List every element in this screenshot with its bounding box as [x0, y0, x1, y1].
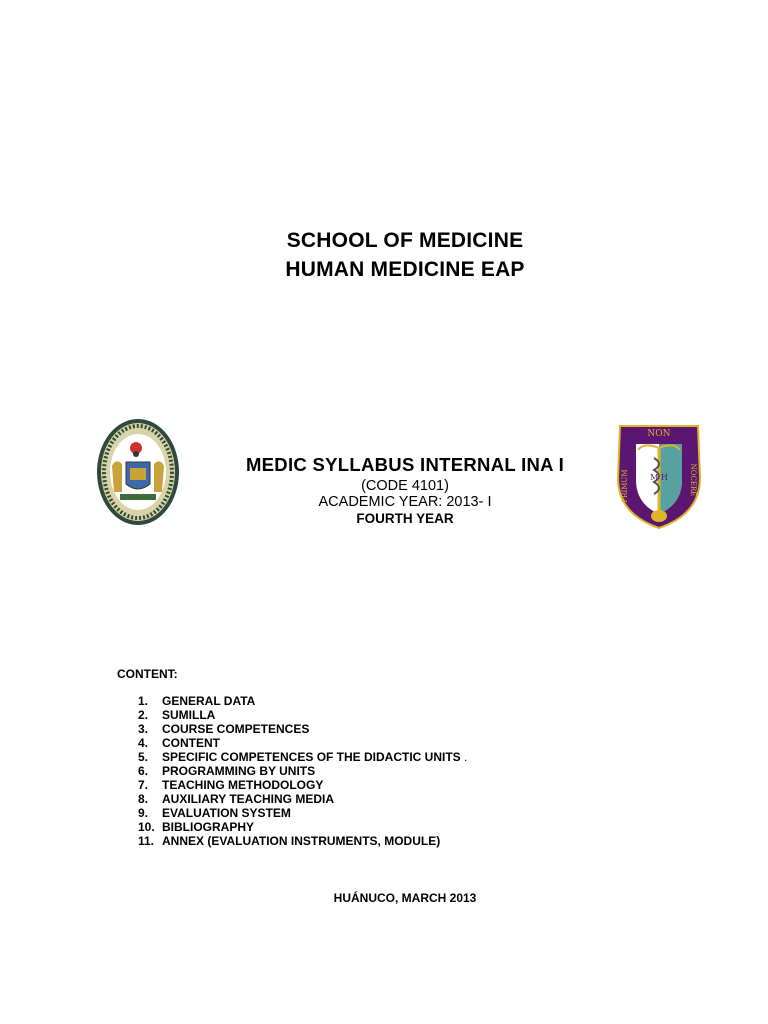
list-item [138, 778, 467, 792]
list-item-label: PROGRAMMING BY UNITS [162, 764, 316, 778]
academic-year: ACADEMIC YEAR: 2013- I [318, 494, 492, 510]
list-item-label: SUMILLA [162, 708, 216, 722]
school-title-line-1: SCHOOL OF MEDICINE [286, 229, 524, 252]
list-item-number: 4. [138, 736, 149, 750]
crest-motto-right: NOCERE [689, 463, 697, 497]
crest-motto-top: NON [647, 429, 671, 439]
list-item-number: 5. [138, 750, 149, 764]
faculty-crest-logo [614, 418, 704, 530]
list-item [138, 722, 467, 736]
list-item-number: 1. [138, 694, 149, 708]
list-item-label: AUXILIARY TEACHING MEDIA [162, 792, 335, 806]
list-item-number: 3. [138, 722, 149, 736]
list-item-number: 8. [138, 792, 149, 806]
list-item-number: 7. [138, 778, 149, 792]
list-item [138, 820, 467, 834]
list-item [138, 806, 467, 820]
list-item [138, 834, 467, 848]
course-code: (CODE 4101) [361, 478, 449, 494]
crest-motto-left: PRIMUM [621, 469, 629, 503]
contents-list [138, 694, 467, 848]
list-item-label: TEACHING METHODOLOGY [162, 778, 324, 792]
list-item-number: 10. [138, 820, 155, 834]
list-item-number: 11. [138, 834, 155, 848]
list-item-number: 2. [138, 708, 149, 722]
syllabus-title: MEDIC SYLLABUS INTERNAL INA I [245, 454, 565, 475]
place-and-date: HUÁNUCO, MARCH 2013 [333, 891, 477, 905]
list-item [138, 736, 467, 750]
contents-heading: CONTENT: [117, 667, 178, 681]
list-item [138, 708, 467, 722]
list-item-label: EVALUATION SYSTEM [162, 806, 291, 820]
list-item-number: 6. [138, 764, 149, 778]
list-item-label: SPECIFIC COMPETENCES OF THE DIDACTIC UNITS [162, 750, 461, 764]
school-title [0, 226, 768, 284]
university-seal-logo [96, 418, 180, 526]
course-level: FOURTH YEAR [356, 511, 454, 526]
list-item-suffix: . [460, 750, 468, 764]
crest-monogram: M H [650, 473, 668, 482]
list-item-number: 9. [138, 806, 149, 820]
list-item [138, 792, 467, 806]
list-item [138, 694, 467, 708]
list-item-label: COURSE COMPETENCES [162, 722, 310, 736]
list-item [138, 750, 467, 764]
list-item-label: ANNEX (EVALUATION INSTRUMENTS, MODULE) [162, 834, 441, 848]
list-item-label: CONTENT [162, 736, 220, 750]
list-item-label: GENERAL DATA [162, 694, 256, 708]
school-title-line-2: HUMAN MEDICINE EAP [285, 258, 525, 281]
list-item-label: BIBLIOGRAPHY [162, 820, 255, 834]
list-item [138, 764, 467, 778]
